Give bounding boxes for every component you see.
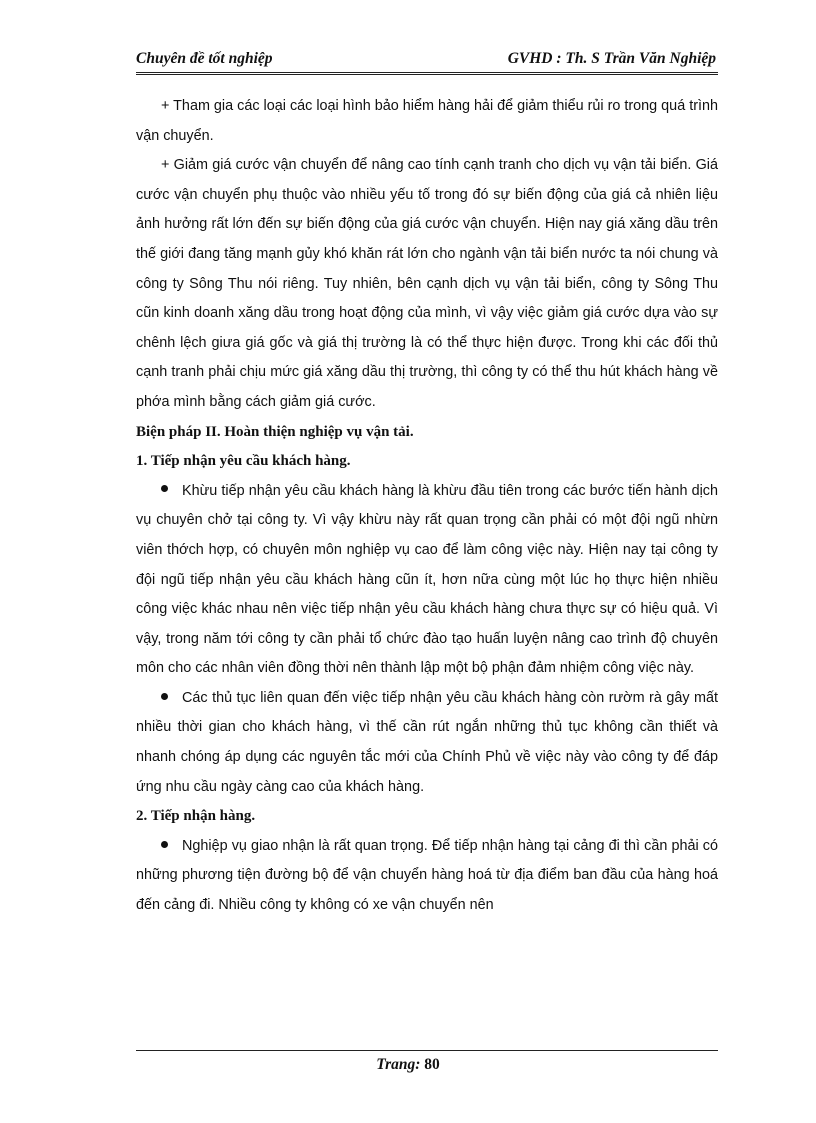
page-label: Trang:	[376, 1056, 421, 1073]
page-header	[136, 46, 718, 75]
page-number: 80	[424, 1056, 440, 1073]
list-item	[136, 477, 718, 684]
bullet-icon	[161, 693, 168, 700]
section-2-title: 2. Tiếp nhận hàng.	[136, 808, 256, 825]
header-course-title: Chuyên đề tốt nghiệp	[136, 50, 273, 67]
bullet-text: Khừu tiếp nhận yêu cầu khách hàng là khừu đầu tiên trong các bước tiến hành dịch vụ chuyên chở tại công ty. Vì vậy khừu này rất quan trọng cần phải có một đội ngũ nhừn viên thớch hợp, có chuyên môn nghiệp vụ cao để làm công việc này. Hiện nay tại công ty đội ngũ tiếp nhận yêu cầu khách hàng cũn ít, hơn nữa cùng một lúc họ thực hiện nhiều công việc khác nhau nên việc tiếp nhận yêu cầu khách hàng chưa thực sự có hiệu quả. Vì vậy, trong năm tới công ty cần phải tổ chức đào tạo huấn luyện nâng cao trình độ chuyên môn cho các nhân viên đồng thời nên thành lập một bộ phận đảm nhiệm công việc này.	[136, 482, 718, 677]
page-footer	[0, 1056, 816, 1074]
page-body	[136, 92, 718, 921]
paragraph-insurance: + Tham gia các loại các loại hình bảo hiểm hàng hải để giảm thiểu rủi ro trong quá trình vận chuyển.	[136, 98, 718, 144]
list-item	[136, 832, 718, 921]
heading-measure-2: Biện pháp II. Hoàn thiện nghiệp vụ vận tải.	[136, 423, 414, 440]
list-item	[136, 684, 718, 802]
bullet-text: Các thủ tục liên quan đến việc tiếp nhận yêu cầu khách hàng còn rườm rà gây mất nhiều thời gian cho khách hàng, vì thế cần rút ngắn những thủ tục không cần thiết và nhanh chóng áp dụng các nguyên tắc mới của Chính Phủ về việc này vào công ty để đáp ứng nhu cầu ngày càng cao của khách hàng.	[136, 689, 718, 795]
bullet-icon	[161, 841, 168, 848]
header-supervisor: GVHD : Th. S Trần Văn Nghiệp	[507, 50, 716, 67]
paragraph-freight-price: + Giảm giá cước vận chuyển để nâng cao tính cạnh tranh cho dịch vụ vận tải biển. Giá cước vận chuyển phụ thuộc vào nhiều yếu tố trong đó sự biến động của giá cả nhiên liệu ảnh hưởng rất lớn đến sự biến động của giá cước vận chuyển. Hiện nay giá xăng dầu trên thế giới đang tăng mạnh gủy khó khăn rát lớn cho ngành vận tải biển nước ta nói chung và công ty Sông Thu nói riêng. Tuy nhiên, bên cạnh dịch vụ vận tải biển, công ty Sông Thu cũn kinh doanh xăng dầu trong hoạt động của mình, vì vậy việc giảm giá cước dựa vào sự chênh lệch giưa giá gốc và giá thị trường là có thể thực hiện được. Trong khi các đối thủ cạnh tranh phải chịu mức giá xăng dầu thị trường, thì công ty có thể thu hút khách hàng về phớa mình bằng cách giảm giá cước.	[136, 157, 718, 410]
bullet-icon	[161, 485, 168, 492]
bullet-text: Nghiệp vụ giao nhận là rất quan trọng. Để tiếp nhận hàng tại cảng đi thì cần phải có những phương tiện đường bộ để vận chuyển hàng hoá từ địa điểm ban đầu của hàng hoá đến cảng đi. Nhiều công ty không có xe vận chuyển nên	[136, 837, 718, 914]
section-1-title: 1. Tiếp nhận yêu cầu khách hàng.	[136, 453, 351, 470]
footer-divider	[136, 1050, 718, 1051]
